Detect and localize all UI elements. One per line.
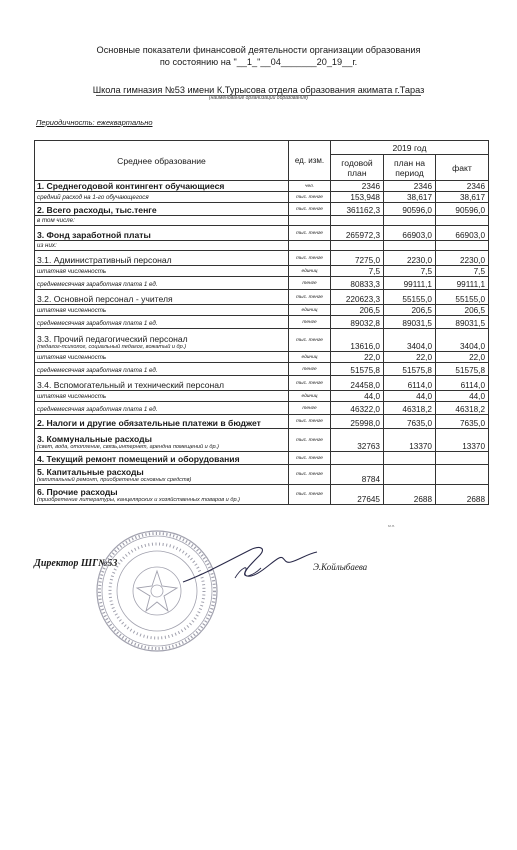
fact-header: факт — [436, 155, 489, 181]
row-value-v3 — [436, 216, 489, 226]
row-label — [35, 465, 289, 485]
row-label — [35, 192, 289, 203]
table-row — [35, 181, 489, 192]
row-value-v3 — [436, 452, 489, 465]
row-value-v2: 90596,0 — [384, 203, 436, 216]
row-value-v3: 6114,0 — [436, 376, 489, 391]
row-value-v1: 22,0 — [331, 352, 384, 363]
row-label-text: 4. Текущий ремонт помещений и оборудования — [37, 454, 240, 464]
row-value-v1: 13616,0 — [331, 329, 384, 352]
table-row — [35, 329, 489, 352]
row-value-v2: 6114,0 — [384, 376, 436, 391]
table-row — [35, 391, 489, 402]
table-row — [35, 277, 489, 290]
row-unit: единиц — [289, 352, 331, 363]
table-row — [35, 415, 489, 429]
table-row — [35, 305, 489, 316]
table-row — [35, 465, 489, 485]
row-label-text: штатная численность — [37, 268, 107, 275]
row-label-text: среднемесячная заработная плата 1 ед. — [37, 367, 158, 374]
row-unit: чел. — [289, 181, 331, 192]
table-row — [35, 402, 489, 415]
row-label-text: из них: — [37, 242, 57, 249]
row-label — [35, 305, 289, 316]
row-value-v3: 3404,0 — [436, 329, 489, 352]
table-row — [35, 376, 489, 391]
row-label-text: 6. Прочие расходы — [37, 487, 118, 497]
row-value-v2: 7635,0 — [384, 415, 436, 429]
row-value-v3: 7,5 — [436, 266, 489, 277]
table-row — [35, 203, 489, 216]
row-label — [35, 241, 289, 251]
row-label — [35, 363, 289, 376]
row-sublabel: (свет, вода, отопление, связь,интернет, арендна помещений и др.) — [37, 444, 219, 450]
row-unit: тенге — [289, 316, 331, 329]
row-unit: тыс. тенге — [289, 329, 331, 352]
row-sublabel: (капитальный ремонт, приобретение основных средств) — [37, 477, 192, 483]
row-value-v3: 89031,5 — [436, 316, 489, 329]
row-value-v2: 99111,1 — [384, 277, 436, 290]
row-value-v2: 51575,8 — [384, 363, 436, 376]
row-value-v3: 99111,1 — [436, 277, 489, 290]
row-label — [35, 415, 289, 429]
table-row — [35, 485, 489, 505]
row-value-v1 — [331, 452, 384, 465]
row-label-text: среднемесячная заработная плата 1 ед. — [37, 406, 158, 413]
row-label — [35, 266, 289, 277]
table-row — [35, 290, 489, 305]
row-value-v2: 3404,0 — [384, 329, 436, 352]
row-value-v2 — [384, 241, 436, 251]
row-label — [35, 376, 289, 391]
row-value-v2: 2346 — [384, 181, 436, 192]
row-value-v3: 7635,0 — [436, 415, 489, 429]
row-value-v1: 44,0 — [331, 391, 384, 402]
table-row — [35, 429, 489, 452]
periodicity: Периодичность: ежеквартально — [36, 118, 153, 127]
row-label-text: средний расход на 1-го обучающегося — [37, 194, 149, 201]
row-unit: тыс. тенге — [289, 226, 331, 241]
row-value-v1: 220623,3 — [331, 290, 384, 305]
table-row — [35, 216, 489, 226]
row-label — [35, 203, 289, 216]
row-label — [35, 181, 289, 192]
row-value-v1: 25998,0 — [331, 415, 384, 429]
row-value-v3: 2230,0 — [436, 251, 489, 266]
row-value-v1 — [331, 241, 384, 251]
row-label-text: 3.3. Прочий педагогический персонал — [37, 334, 188, 344]
row-unit: тыс. тенге — [289, 192, 331, 203]
report-title: Основные показатели финансовой деятельности организации образования — [96, 45, 421, 55]
row-label — [35, 485, 289, 505]
row-value-v2 — [384, 216, 436, 226]
row-unit: тыс. тенге — [289, 452, 331, 465]
row-value-v2: 13370 — [384, 429, 436, 452]
row-unit — [289, 241, 331, 251]
row-value-v1: 89032,8 — [331, 316, 384, 329]
row-value-v2: 89031,5 — [384, 316, 436, 329]
row-unit: тенге — [289, 402, 331, 415]
table-row — [35, 226, 489, 241]
row-sublabel: (педагог-психолог, социальный педагог, вожатый и др.) — [37, 344, 187, 350]
annual-plan-header: годовой план — [331, 155, 384, 181]
director-title: Директор ШГ№53 — [34, 558, 118, 569]
row-value-v3: 90596,0 — [436, 203, 489, 216]
unit-header: ед. изм. — [289, 141, 331, 181]
row-value-v3: 206,5 — [436, 305, 489, 316]
row-unit: тыс. тенге — [289, 376, 331, 391]
row-label-text: 2. Налоги и другие обязательные платежи в бюджет — [37, 418, 261, 428]
row-value-v2: 206,5 — [384, 305, 436, 316]
table-row — [35, 266, 489, 277]
row-value-v1: 8784 — [331, 465, 384, 485]
row-value-v1: 24458,0 — [331, 376, 384, 391]
row-value-v1: 80833,3 — [331, 277, 384, 290]
row-value-v3: 51575,8 — [436, 363, 489, 376]
row-value-v1: 7275,0 — [331, 251, 384, 266]
row-unit: тенге — [289, 363, 331, 376]
row-label — [35, 216, 289, 226]
row-label-text: в том числе: — [37, 217, 75, 224]
row-unit — [289, 216, 331, 226]
year-header: 2019 год — [331, 141, 489, 155]
row-value-v3: 22,0 — [436, 352, 489, 363]
row-unit: тенге — [289, 277, 331, 290]
row-value-v2 — [384, 452, 436, 465]
row-label — [35, 316, 289, 329]
table-row — [35, 192, 489, 203]
row-unit: тыс. тенге — [289, 251, 331, 266]
row-label-text: 2. Всего расходы, тыс.тенге — [37, 205, 157, 215]
section-header: Среднее образование — [35, 141, 289, 181]
row-label — [35, 226, 289, 241]
row-value-v1: 51575,8 — [331, 363, 384, 376]
row-label-text: 5. Капитальные расходы — [37, 467, 144, 477]
row-value-v3: 38,617 — [436, 192, 489, 203]
row-value-v1 — [331, 216, 384, 226]
row-value-v3 — [436, 241, 489, 251]
row-unit: единиц — [289, 305, 331, 316]
row-unit: тыс. тенге — [289, 465, 331, 485]
row-value-v1: 153,948 — [331, 192, 384, 203]
row-unit: тыс. тенге — [289, 203, 331, 216]
row-value-v2: 38,617 — [384, 192, 436, 203]
row-value-v2 — [384, 465, 436, 485]
row-label-text: 3.4. Вспомогательный и технический персонал — [37, 380, 225, 390]
row-label — [35, 329, 289, 352]
row-label — [35, 290, 289, 305]
row-value-v2: 44,0 — [384, 391, 436, 402]
row-value-v1: 206,5 — [331, 305, 384, 316]
financial-table — [34, 140, 489, 505]
table-row — [35, 241, 489, 251]
row-label-text: 3. Фонд заработной платы — [37, 230, 151, 240]
row-label-text: 1. Среднегодовой контингент обучающиеся — [37, 181, 225, 191]
row-value-v2: 2688 — [384, 485, 436, 505]
row-value-v1: 46322,0 — [331, 402, 384, 415]
director-name: Э.Койлыбаева — [313, 562, 368, 572]
row-label-text: среднемесячная заработная плата 1 ед. — [37, 320, 158, 327]
row-value-v2: 66903,0 — [384, 226, 436, 241]
row-unit: тыс. тенге — [289, 290, 331, 305]
row-value-v2: 46318,2 — [384, 402, 436, 415]
row-label-text: 3.2. Основной персонал - учителя — [37, 294, 173, 304]
row-unit: тыс. тенге — [289, 485, 331, 505]
row-value-v3: 2346 — [436, 181, 489, 192]
handwritten-mark: м.п. — [388, 523, 396, 528]
row-unit: тыс. тенге — [289, 429, 331, 452]
row-unit: тыс. тенге — [289, 415, 331, 429]
table-row — [35, 352, 489, 363]
table-row — [35, 363, 489, 376]
row-value-v3: 66903,0 — [436, 226, 489, 241]
row-label — [35, 402, 289, 415]
row-value-v2: 22,0 — [384, 352, 436, 363]
row-label — [35, 429, 289, 452]
row-label — [35, 391, 289, 402]
row-value-v1: 32763 — [331, 429, 384, 452]
row-unit: единиц — [289, 391, 331, 402]
row-value-v1: 361162,3 — [331, 203, 384, 216]
table-row — [35, 452, 489, 465]
row-value-v3: 44,0 — [436, 391, 489, 402]
row-value-v2: 7,5 — [384, 266, 436, 277]
row-value-v3: 2688 — [436, 485, 489, 505]
school-caption: (наименование организации образования) — [208, 95, 309, 101]
row-label-text: штатная численность — [37, 393, 107, 400]
table-row — [35, 251, 489, 266]
row-label — [35, 277, 289, 290]
row-label — [35, 251, 289, 266]
row-value-v1: 2346 — [331, 181, 384, 192]
row-unit: единиц — [289, 266, 331, 277]
row-value-v1: 27645 — [331, 485, 384, 505]
table-row — [35, 316, 489, 329]
row-label-text: штатная численность — [37, 354, 107, 361]
row-label-text: среднемесячная заработная плата 1 ед. — [37, 281, 158, 288]
period-plan-header: план на период — [384, 155, 436, 181]
row-label-text: штатная численность — [37, 307, 107, 314]
row-value-v1: 265972,3 — [331, 226, 384, 241]
report-date: по состоянию на "__1_"__04_______20_19__г. — [159, 57, 358, 67]
row-value-v1: 7,5 — [331, 266, 384, 277]
signature — [175, 538, 325, 598]
row-label — [35, 452, 289, 465]
row-value-v3: 13370 — [436, 429, 489, 452]
row-value-v3: 55155,0 — [436, 290, 489, 305]
row-value-v2: 2230,0 — [384, 251, 436, 266]
row-value-v3 — [436, 465, 489, 485]
row-sublabel: (приобретение литературы, канцелярских и хозяйственных товаров и др.) — [37, 497, 240, 503]
row-value-v3: 46318,2 — [436, 402, 489, 415]
row-label-text: 3.1. Административный персонал — [37, 255, 172, 265]
row-label-text: 3. Коммунальные расходы — [37, 434, 152, 444]
school-name: Школа гимназия №53 имени К.Турысова отдела образования акимата г.Тараз — [92, 85, 425, 95]
row-label — [35, 352, 289, 363]
row-value-v2: 55155,0 — [384, 290, 436, 305]
